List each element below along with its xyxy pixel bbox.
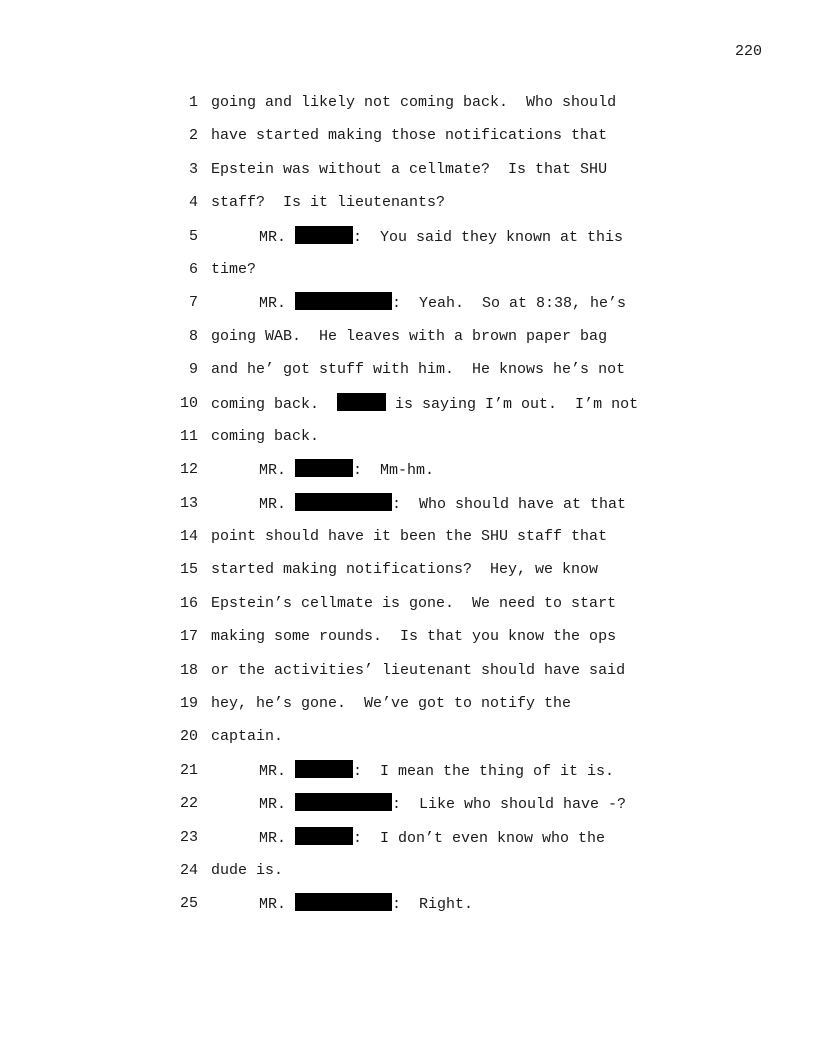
text-segment: : I don’t even know who the bbox=[353, 829, 606, 847]
text-segment: Epstein’s cellmate is gone. We need to start bbox=[211, 594, 617, 612]
transcript-line bbox=[176, 125, 776, 158]
text-segment: staff? Is it lieutenants? bbox=[211, 194, 446, 212]
line-text bbox=[211, 426, 319, 448]
line-text bbox=[211, 159, 607, 181]
line-number: 4 bbox=[188, 194, 198, 212]
line-text bbox=[259, 459, 434, 482]
text-segment: started making notifications? Hey, we know bbox=[211, 561, 599, 579]
transcript-line bbox=[176, 226, 776, 259]
transcript-line bbox=[176, 192, 776, 225]
line-text bbox=[259, 893, 473, 916]
line-number: 12 bbox=[179, 461, 198, 479]
transcript-line bbox=[176, 726, 776, 759]
text-segment: making some rounds. Is that you know the ops bbox=[211, 628, 617, 646]
text-segment: hey, he’s gone. We’ve got to notify the bbox=[211, 695, 572, 713]
transcript-line bbox=[176, 860, 776, 893]
text-segment: MR. bbox=[259, 295, 296, 313]
transcript-line bbox=[176, 259, 776, 292]
transcript-line bbox=[176, 92, 776, 125]
line-number: 1 bbox=[188, 94, 198, 111]
transcript-line bbox=[176, 493, 776, 526]
transcript-line bbox=[176, 827, 776, 860]
line-number: 11 bbox=[179, 427, 198, 445]
redaction-bar bbox=[337, 393, 386, 411]
redaction-bar bbox=[295, 760, 353, 778]
redaction-bar bbox=[295, 493, 392, 511]
line-number: 6 bbox=[188, 260, 198, 278]
page-number: 220 bbox=[734, 43, 762, 60]
line-number: 21 bbox=[179, 761, 198, 779]
line-number: 2 bbox=[188, 127, 198, 145]
line-number: 23 bbox=[179, 828, 198, 846]
redaction-bar bbox=[295, 226, 353, 244]
line-number: 17 bbox=[179, 628, 198, 646]
text-segment: coming back. bbox=[211, 395, 338, 413]
text-segment: : Right. bbox=[392, 896, 474, 914]
line-text bbox=[211, 626, 616, 648]
line-number: 15 bbox=[179, 561, 198, 579]
line-number: 20 bbox=[179, 728, 198, 746]
line-number: 10 bbox=[179, 394, 198, 412]
line-text bbox=[211, 359, 625, 381]
line-number: 22 bbox=[179, 795, 198, 813]
text-segment: MR. bbox=[259, 896, 296, 914]
transcript-body bbox=[176, 92, 776, 927]
transcript-line bbox=[176, 159, 776, 192]
line-text bbox=[259, 493, 626, 516]
line-number: 24 bbox=[179, 861, 198, 879]
text-segment: : You said they known at this bbox=[353, 228, 624, 246]
line-number: 18 bbox=[179, 661, 198, 679]
text-segment: Epstein was without a cellmate? Is that SHU bbox=[211, 160, 608, 178]
transcript-line bbox=[176, 292, 776, 325]
line-text bbox=[259, 827, 605, 850]
line-text bbox=[211, 192, 445, 214]
text-segment: time? bbox=[211, 260, 257, 278]
line-number: 3 bbox=[188, 160, 198, 178]
transcript-line bbox=[176, 760, 776, 793]
text-segment: MR. bbox=[259, 495, 296, 513]
line-text bbox=[211, 526, 607, 548]
line-number: 19 bbox=[179, 695, 198, 713]
text-segment: MR. bbox=[259, 462, 296, 480]
text-segment: and he’ got stuff with him. He knows he’s not bbox=[211, 361, 626, 379]
line-text bbox=[211, 393, 638, 416]
text-segment: : Who should have at that bbox=[392, 495, 627, 513]
line-number: 16 bbox=[179, 594, 198, 612]
line-text bbox=[259, 226, 623, 249]
line-number: 13 bbox=[179, 494, 198, 512]
line-text bbox=[211, 693, 571, 715]
redaction-bar bbox=[295, 893, 392, 911]
transcript-line bbox=[176, 593, 776, 626]
line-text bbox=[211, 593, 616, 615]
transcript-line bbox=[176, 660, 776, 693]
text-segment: MR. bbox=[259, 796, 296, 814]
line-number: 8 bbox=[188, 327, 198, 345]
text-segment: MR. bbox=[259, 829, 296, 847]
line-text bbox=[211, 860, 283, 882]
text-segment: : Like who should have -? bbox=[392, 796, 627, 814]
transcript-line bbox=[176, 359, 776, 392]
transcript-line bbox=[176, 426, 776, 459]
line-text bbox=[211, 559, 598, 581]
transcript-line bbox=[176, 393, 776, 426]
text-segment: captain. bbox=[211, 728, 284, 746]
transcript-line bbox=[176, 893, 776, 926]
text-segment: dude is. bbox=[211, 861, 284, 879]
transcript-line bbox=[176, 326, 776, 359]
transcript-line bbox=[176, 459, 776, 492]
text-segment: point should have it been the SHU staff that bbox=[211, 528, 608, 546]
text-segment: : Yeah. So at 8:38, he’s bbox=[392, 295, 627, 313]
line-number: 5 bbox=[188, 227, 198, 245]
redaction-bar bbox=[295, 459, 353, 477]
line-text bbox=[211, 726, 283, 748]
line-text bbox=[211, 326, 607, 348]
transcript-line bbox=[176, 526, 776, 559]
transcript-line bbox=[176, 626, 776, 659]
line-text bbox=[211, 660, 625, 682]
text-segment: MR. bbox=[259, 228, 296, 246]
line-number: 25 bbox=[179, 895, 198, 913]
text-segment: : I mean the thing of it is. bbox=[353, 762, 615, 780]
redaction-bar bbox=[295, 292, 392, 310]
text-segment: : Mm-hm. bbox=[353, 462, 435, 480]
text-segment: MR. bbox=[259, 762, 296, 780]
text-segment: or the activities’ lieutenant should have said bbox=[211, 661, 626, 679]
line-text bbox=[259, 793, 626, 816]
transcript-line bbox=[176, 793, 776, 826]
transcript-line bbox=[176, 559, 776, 592]
text-segment: is saying I’m out. I’m not bbox=[386, 395, 639, 413]
redaction-bar bbox=[295, 827, 353, 845]
text-segment: going and likely not coming back. Who should bbox=[211, 94, 617, 111]
line-number: 9 bbox=[188, 361, 198, 379]
text-segment: going WAB. He leaves with a brown paper bag bbox=[211, 327, 608, 345]
line-text bbox=[211, 259, 256, 281]
redaction-bar bbox=[295, 793, 392, 811]
line-text bbox=[259, 760, 614, 783]
line-text bbox=[211, 92, 616, 114]
line-text bbox=[259, 292, 626, 315]
text-segment: have started making those notifications that bbox=[211, 127, 608, 145]
text-segment: coming back. bbox=[211, 427, 320, 445]
transcript-line bbox=[176, 693, 776, 726]
line-number: 14 bbox=[179, 528, 198, 546]
line-text bbox=[211, 125, 607, 147]
line-number: 7 bbox=[188, 294, 198, 312]
